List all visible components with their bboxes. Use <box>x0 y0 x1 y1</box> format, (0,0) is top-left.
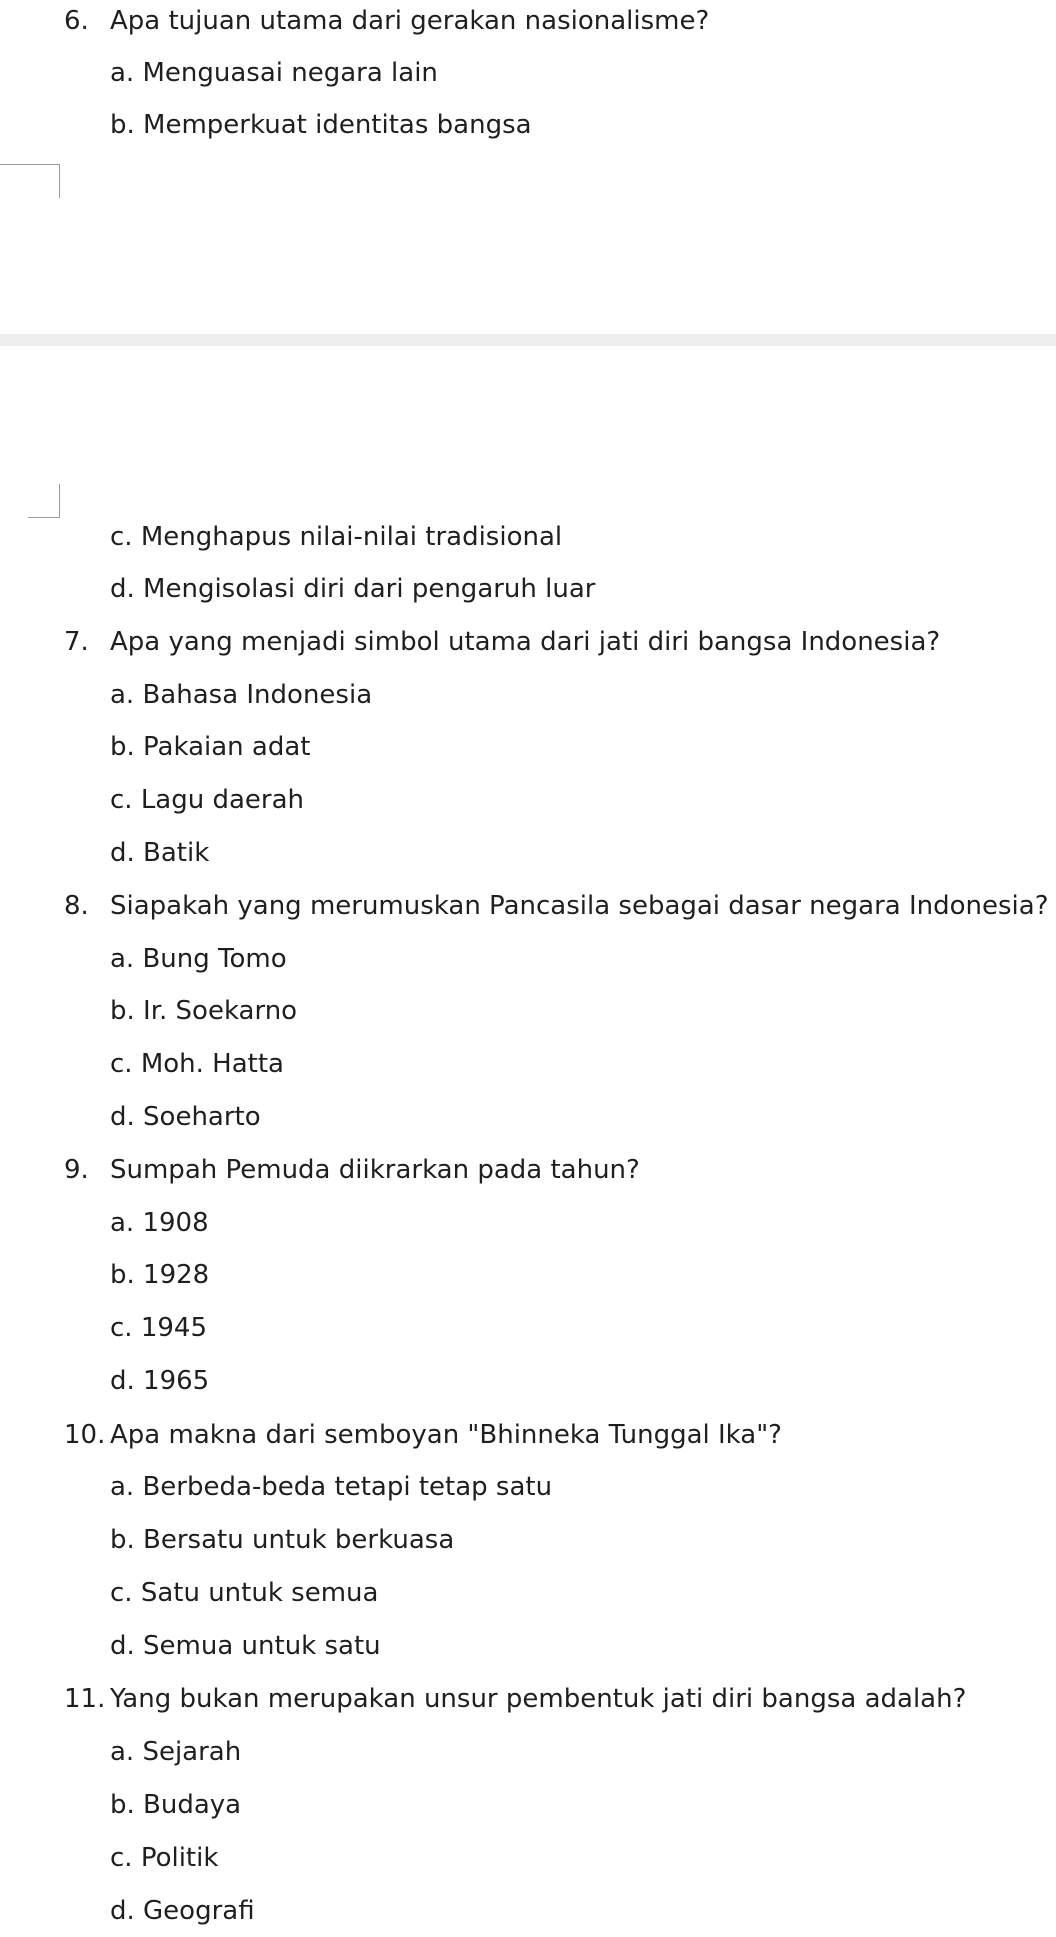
option-d: d. Mengisolasi diri dari pengaruh luar <box>110 574 596 604</box>
option-c: c. Lagu daerah <box>110 785 305 815</box>
question-number: 8. <box>64 891 89 921</box>
option-b: b. Memperkuat identitas bangsa <box>110 110 532 140</box>
page-margin-marker-top <box>0 164 60 198</box>
option-a: a. Sejarah <box>110 1737 242 1767</box>
option-a: a. 1908 <box>110 1208 209 1238</box>
option-c: c. Satu untuk semua <box>110 1578 379 1608</box>
option-d: d. 1965 <box>110 1366 210 1396</box>
option-d: d. Semua untuk satu <box>110 1631 381 1661</box>
question-number: 10. <box>64 1420 106 1450</box>
option-b: b. Budaya <box>110 1790 242 1820</box>
question-text: Siapakah yang merumuskan Pancasila sebagai dasar negara Indonesia? <box>110 891 1049 921</box>
option-d: d. Batik <box>110 838 210 868</box>
question-text: Apa tujuan utama dari gerakan nasionalisme? <box>110 6 710 36</box>
question-text: Sumpah Pemuda diikrarkan pada tahun? <box>110 1155 640 1185</box>
page-margin-marker-bottom <box>28 484 60 518</box>
option-c: c. Moh. Hatta <box>110 1049 284 1079</box>
question-number: 9. <box>64 1155 89 1185</box>
option-b: b. Pakaian adat <box>110 732 311 762</box>
option-b: b. 1928 <box>110 1260 210 1290</box>
question-text: Yang bukan merupakan unsur pembentuk jati diri bangsa adalah? <box>110 1684 967 1714</box>
option-a: a. Menguasai negara lain <box>110 58 438 88</box>
page-break-divider <box>0 334 1056 346</box>
option-c: c. 1945 <box>110 1313 207 1343</box>
option-a: a. Berbeda-beda tetapi tetap satu <box>110 1472 553 1502</box>
option-d: d. Soeharto <box>110 1102 261 1132</box>
question-text: Apa makna dari semboyan "Bhinneka Tunggal Ika"? <box>110 1420 782 1450</box>
question-number: 7. <box>64 627 89 657</box>
option-c: c. Politik <box>110 1843 219 1873</box>
option-d: d. Geografi <box>110 1896 255 1926</box>
question-text: Apa yang menjadi simbol utama dari jati diri bangsa Indonesia? <box>110 627 941 657</box>
question-number: 6. <box>64 6 89 36</box>
option-c: c. Menghapus nilai-nilai tradisional <box>110 522 563 552</box>
option-b: b. Ir. Soekarno <box>110 996 298 1026</box>
option-a: a. Bung Tomo <box>110 944 287 974</box>
option-a: a. Bahasa Indonesia <box>110 680 373 710</box>
question-number: 11. <box>64 1684 106 1714</box>
option-b: b. Bersatu untuk berkuasa <box>110 1525 455 1555</box>
